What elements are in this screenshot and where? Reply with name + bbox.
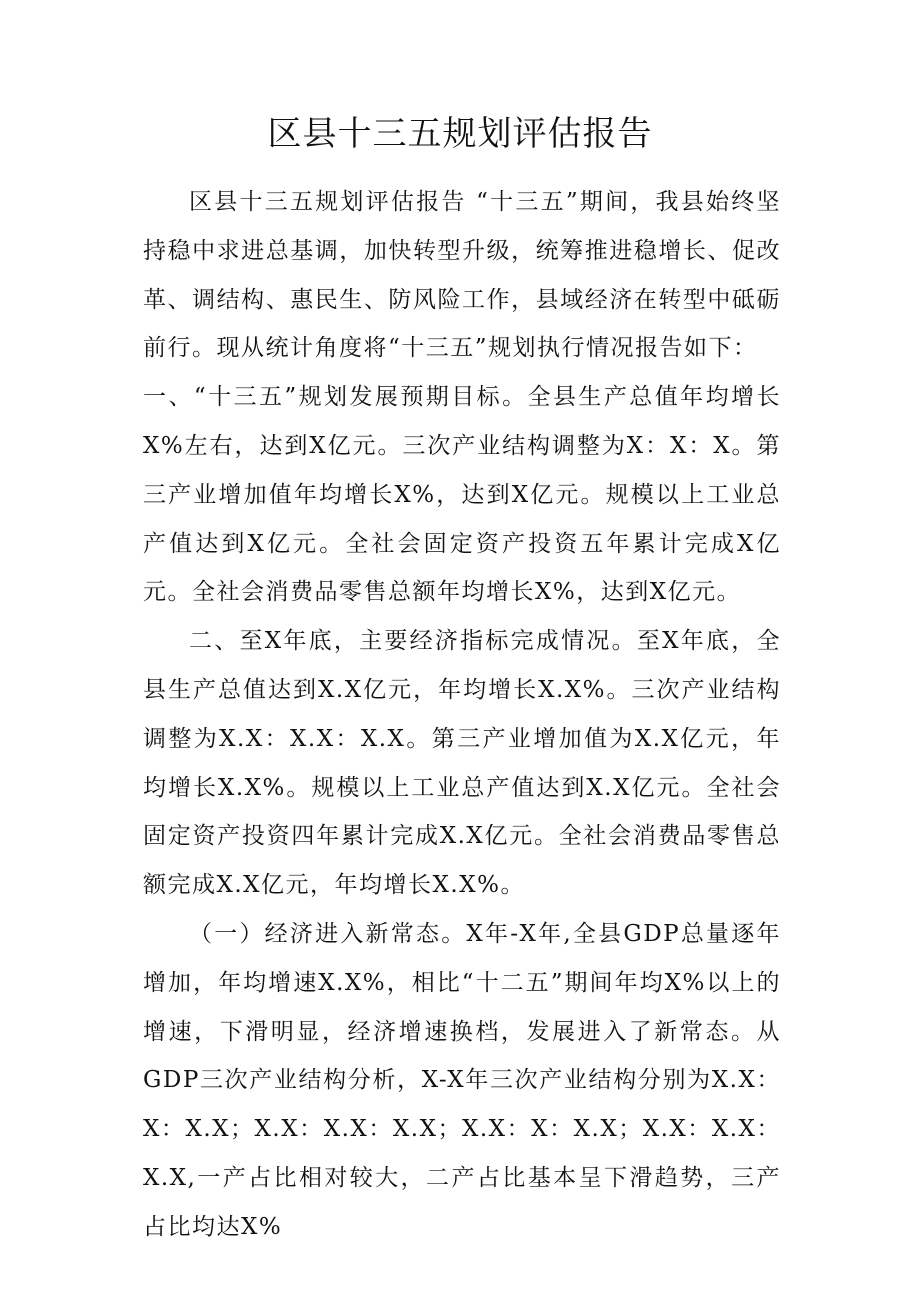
document-title: 区县十三五规划评估报告 — [267, 114, 653, 154]
paragraph-intro: 区县十三五规划评估报告 “十三五”期间，我县始终坚持稳中求进总基调，加快转型升级，统筹推进稳增长、促改革、调结构、惠民生、防风险工作，县域经济在转型中砥砺前行。现从统计角度将“十三五”规划执行情况报告如下： — [143, 189, 781, 362]
paragraph-indicators: 二、至X年底，主要经济指标完成情况。至X年底，全县生产总值达到X.X亿元，年均增长X.X%。三次产业结构调整为X.X：X.X：X.X。第三产业增加值为X.X亿元，年均增长X.X%。规模以上工业总产值达到X.X亿元。全社会固定资产投资四年累计完成X.X亿元。全社会消费品零售总额完成X.X亿元，年均增长X.X%。 — [143, 628, 781, 899]
paragraph-targets: 一、“十三五”规划发展预期目标。全县生产总值年均增长X%左右，达到X亿元。三次产业结构调整为X：X：X。第三产业增加值年均增长X%，达到X亿元。规模以上工业总产值达到X亿元。全社会固定资产投资五年累计完成X亿元。全社会消费品零售总额年均增长X%，达到X亿元。 — [143, 384, 781, 606]
paragraph-new-normal: （一）经济进入新常态。X年-X年,全县GDP总量逐年增加，年均增速X.X%，相比“十二五”期间年均X%以上的增速，下滑明显，经济增速换档，发展进入了新常态。从GDP三次产业结构分析，X-X年三次产业结构分别为X.X：X：X.X；X.X：X.X：X.X；X.X：X：X.X；X.X：X.X：X.X,一产占比相对较大，二产占比基本呈下滑趋势，三产占比均达X% — [143, 920, 781, 1240]
document-body — [143, 178, 781, 1252]
